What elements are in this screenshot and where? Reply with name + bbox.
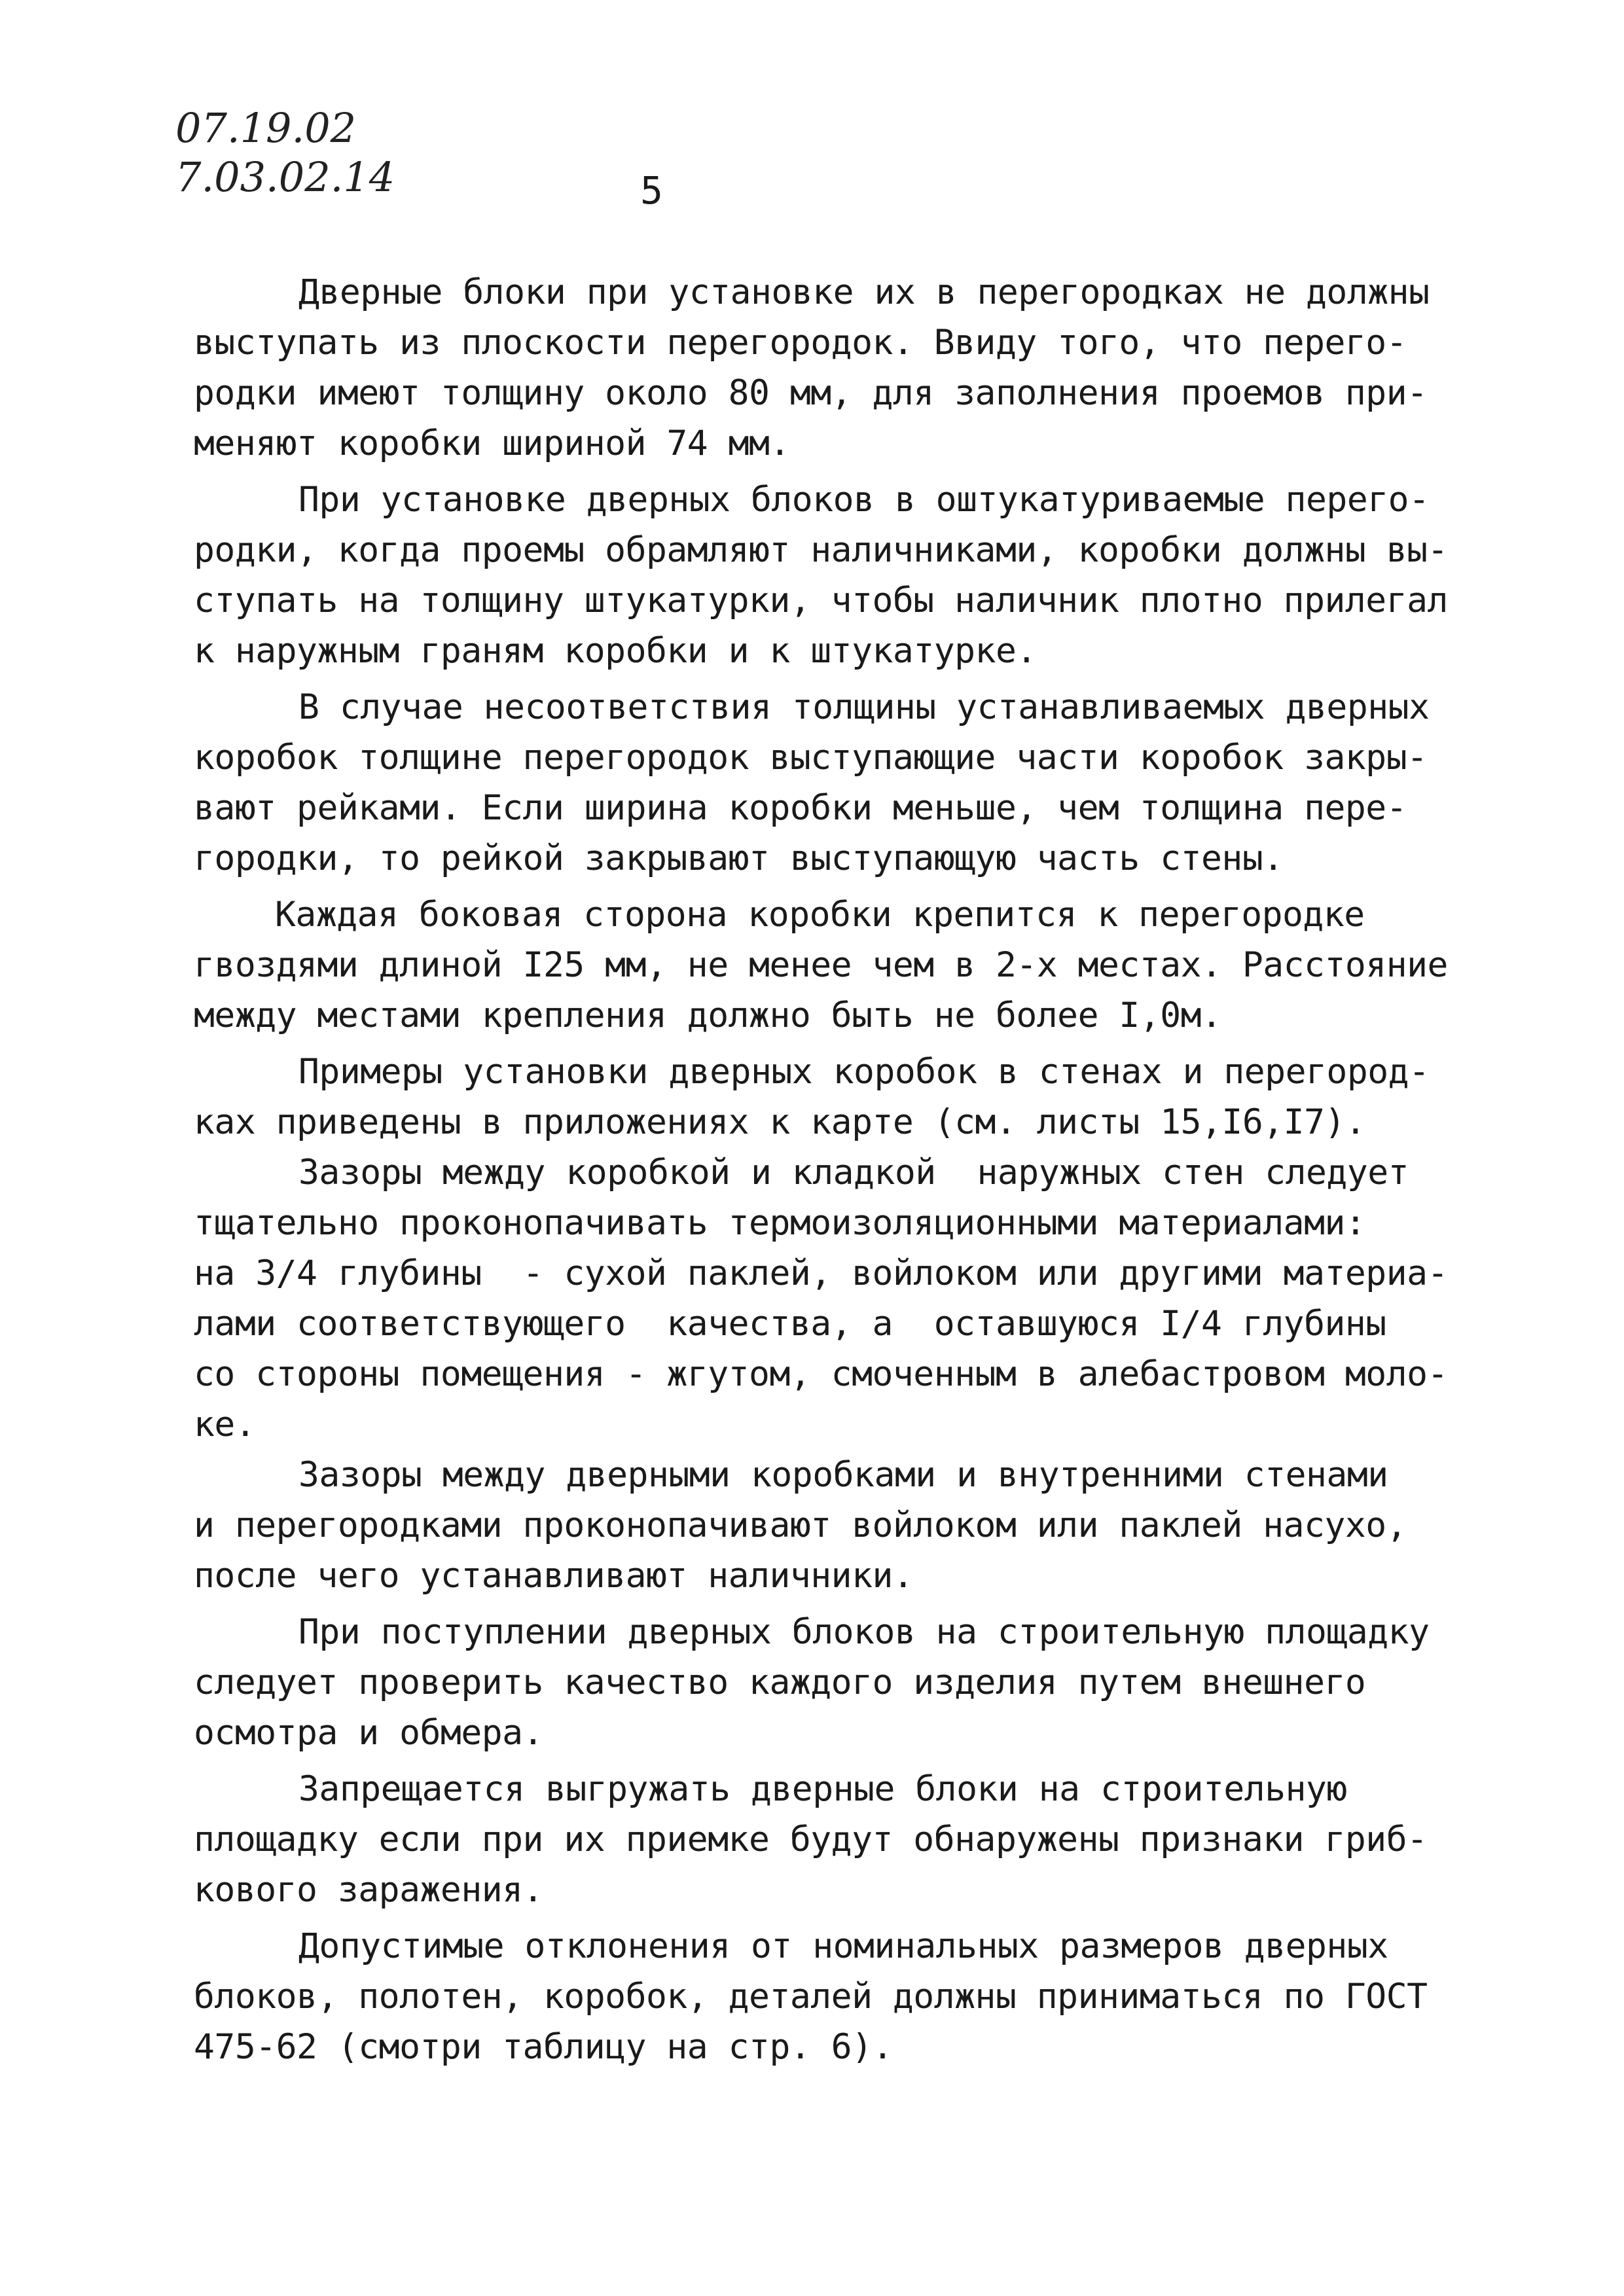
- text-line: меняют коробки шириной 74 мм.: [194, 423, 790, 463]
- text-line: между местами крепления должно быть не более I,0м.: [194, 996, 1222, 1035]
- text-line: коробок толщине перегородок выступающие части коробок закры-: [194, 738, 1428, 778]
- paragraph-door-blocks-in-partitions: [194, 267, 1451, 469]
- text-line: Примеры установки дверных коробок в стенах и перегород-: [298, 1052, 1430, 1092]
- text-line: родки имеют толщину около 80 мм, для заполнения проемов при-: [194, 373, 1428, 413]
- page-number: 5: [640, 168, 663, 213]
- text-line: тщательно проконопачивать термоизоляционными материалами:: [194, 1203, 1366, 1243]
- text-line: Запрещается выгружать дверные блоки на строительную: [298, 1769, 1347, 1809]
- text-line: осмотра и обмера.: [194, 1713, 543, 1753]
- paragraph-plastered-partitions: [194, 475, 1451, 676]
- text-line: со стороны помещения - жгутом, смоченным в алебастровом моло-: [194, 1354, 1448, 1394]
- text-line: на 3/4 глубины - сухой паклей, войлоком или другими материа-: [194, 1253, 1448, 1293]
- text-line: выступать из плоскости перегородок. Ввиду того, что перего-: [194, 323, 1407, 363]
- text-line: Каждая боковая сторона коробки крепится к перегородке: [275, 895, 1365, 935]
- text-line: блоков, полотен, коробок, деталей должны приниматься по ГОСТ: [194, 1977, 1428, 2017]
- text-line: 475-62 (смотри таблицу на стр. 6).: [194, 2027, 893, 2067]
- text-line: Допустимые отклонения от номинальных размеров дверных: [298, 1926, 1388, 1966]
- paragraph-thickness-mismatch: [194, 682, 1451, 884]
- paragraph-gaps-interior-walls: [194, 1450, 1451, 1601]
- paragraph-tolerances: [194, 1921, 1451, 2072]
- text-line: родки, когда проемы обрамляют наличниками, коробки должны вы-: [194, 530, 1448, 570]
- text-line: ступать на толщину штукатурки, чтобы наличник плотно прилегал: [194, 581, 1448, 620]
- text-line: При поступлении дверных блоков на строительную площадку: [298, 1612, 1430, 1652]
- text-line: лами соответствующего качества, а оставшуюся I/4 глубины: [194, 1304, 1386, 1344]
- document-code-line-1: 07.19.02: [175, 104, 357, 152]
- text-line: Зазоры между коробкой и кладкой наружных стен следует: [298, 1153, 1409, 1193]
- text-line: В случае несоответствия толщины устанавливаемых дверных: [298, 687, 1430, 727]
- text-line: вают рейками. Если ширина коробки меньше, чем толщина пере-: [194, 788, 1407, 828]
- text-line: ках приведены в приложениях к карте (см. листы 15,I6,I7).: [194, 1102, 1366, 1142]
- text-line: после чего устанавливают наличники.: [194, 1556, 914, 1596]
- text-line: городки, то рейкой закрывают выступающую часть стены.: [194, 838, 1284, 878]
- paragraph-fastening: [194, 889, 1451, 1041]
- text-line: гвоздями длиной I25 мм, не менее чем в 2-х местах. Расстояние: [194, 945, 1448, 985]
- text-line: При установке дверных блоков в оштукатуриваемые перего-: [298, 480, 1430, 520]
- text-line: Дверные блоки при установке их в перегородках не должны: [298, 272, 1430, 312]
- paragraph-inspection: [194, 1607, 1451, 1758]
- text-line: кового заражения.: [194, 1870, 543, 1910]
- text-line: площадку если при их приемке будут обнаружены признаки гриб-: [194, 1820, 1428, 1859]
- text-line: и перегородками проконопачивают войлоком или паклей насухо,: [194, 1505, 1407, 1545]
- text-line: Зазоры между дверными коробками и внутренними стенами: [298, 1455, 1388, 1495]
- document-body: [194, 267, 1451, 2072]
- paragraph-fungal-prohibition: [194, 1764, 1451, 1915]
- text-line: к наружным граням коробки и к штукатурке.: [194, 631, 1037, 671]
- paragraph-examples: [194, 1047, 1451, 1147]
- paragraph-gaps-exterior-walls: [194, 1147, 1451, 1450]
- text-line: ке.: [194, 1405, 256, 1444]
- text-line: следует проверить качество каждого изделия путем внешнего: [194, 1662, 1366, 1702]
- document-code-line-2: 7.03.02.14: [175, 153, 395, 201]
